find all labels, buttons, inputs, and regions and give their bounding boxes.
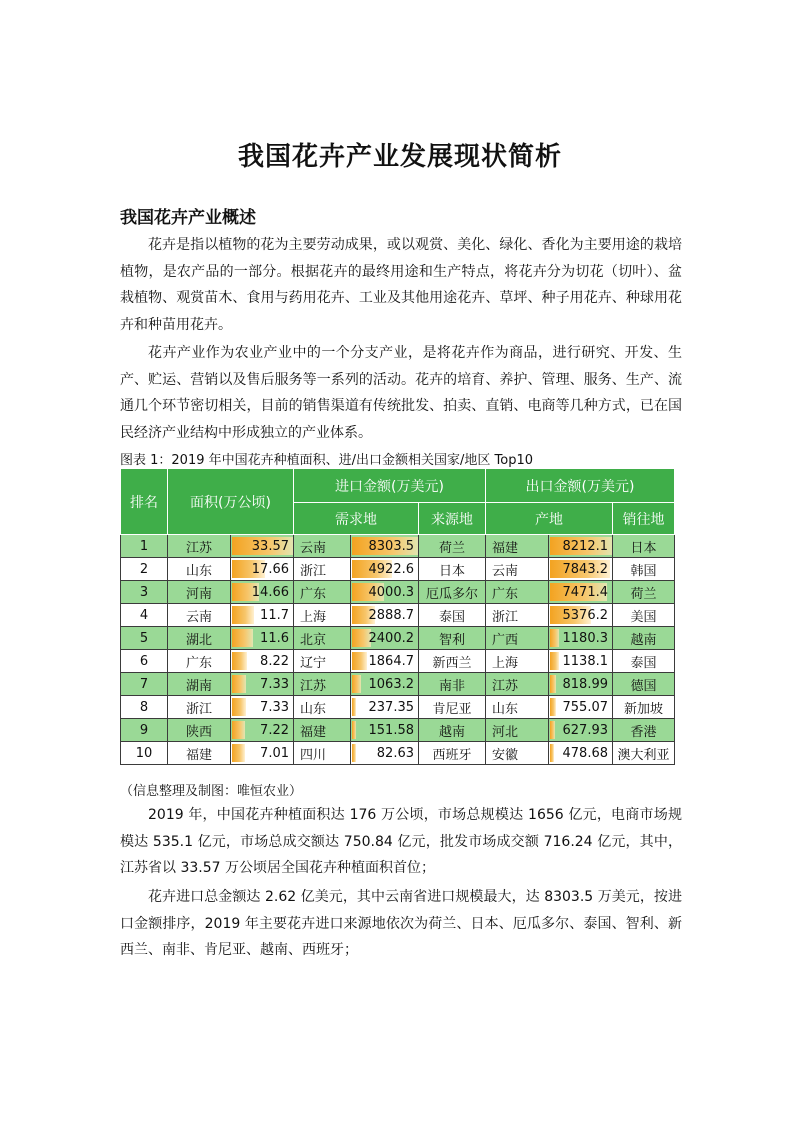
import-value-cell-value: 8303.5 <box>368 538 414 554</box>
area-value-cell-value: 7.33 <box>260 676 289 692</box>
origin-region-cell: 安徽 <box>486 742 549 765</box>
rank-cell: 4 <box>121 604 168 627</box>
export-value-cell-bar <box>550 744 554 762</box>
export-value-cell-value: 7471.4 <box>562 584 609 600</box>
origin-region-cell: 广东 <box>486 581 549 604</box>
origin-region-cell: 山东 <box>486 696 549 719</box>
origin-region-cell: 云南 <box>486 558 549 581</box>
import-value-cell <box>351 535 419 558</box>
table-row <box>121 673 675 696</box>
demand-region-cell: 浙江 <box>294 558 351 581</box>
import-value-cell-value: 4000.3 <box>368 584 414 600</box>
source-country-cell: 智利 <box>419 627 486 650</box>
area-value-cell-value: 11.6 <box>260 630 289 646</box>
destination-cell: 德国 <box>613 673 675 696</box>
import-value-cell <box>351 696 419 719</box>
flower-industry-table <box>120 468 675 765</box>
export-value-cell-bar <box>550 675 556 693</box>
import-value-cell <box>351 581 419 604</box>
export-value-cell <box>549 719 613 742</box>
origin-region-cell: 上海 <box>486 650 549 673</box>
paragraph-definition: 花卉是指以植物的花为主要劳动成果，或以观赏、美化、绿化、香化为主要用途的栽培植物，是农产品的一部分。根据花卉的最终用途和生产特点，将花卉分为切花（切叶）、盆栽植物、观赏苗木、食用与药用花卉、工业及其他用途花卉、草坪、种子用花卉、种球用花卉和种苗用花卉。 <box>120 237 682 333</box>
demand-region-cell: 辽宁 <box>294 650 351 673</box>
section-heading: 我国花卉产业概述 <box>120 208 256 228</box>
area-value-cell-bar <box>232 744 245 762</box>
export-value-cell-value: 1180.3 <box>562 630 609 646</box>
import-value-cell-value: 4922.6 <box>368 561 414 577</box>
header-origin: 产地 <box>486 503 613 535</box>
demand-region-cell: 北京 <box>294 627 351 650</box>
area-region-cell: 浙江 <box>168 696 231 719</box>
area-value-cell <box>231 558 294 581</box>
area-value-cell <box>231 535 294 558</box>
source-note: （信息整理及制图：唯恒农业） <box>120 784 303 799</box>
export-value-cell <box>549 696 613 719</box>
table-row <box>121 627 675 650</box>
source-country-cell: 越南 <box>419 719 486 742</box>
table-row <box>121 581 675 604</box>
destination-cell: 荷兰 <box>613 581 675 604</box>
header-demand: 需求地 <box>294 503 419 535</box>
import-value-cell-bar <box>352 698 356 716</box>
paragraph-area-stats: 2019 年，中国花卉种植面积达 176 万公顷，市场总规模达 1656 亿元，电商市场规模达 535.1 亿元，市场总成交额达 750.84 亿元，批发市场成交额 716.24 亿元，其中，江苏省以 33.57 万公顷居全国花卉种植面积首位； <box>120 807 682 876</box>
import-value-cell-value: 237.35 <box>368 699 414 715</box>
import-value-cell-value: 2888.7 <box>368 607 414 623</box>
export-value-cell-value: 8212.1 <box>562 538 609 554</box>
destination-cell: 越南 <box>613 627 675 650</box>
destination-cell: 新加坡 <box>613 696 675 719</box>
source-country-cell: 厄瓜多尔 <box>419 581 486 604</box>
area-value-cell <box>231 627 294 650</box>
export-value-cell <box>549 535 613 558</box>
area-value-cell-bar <box>232 652 247 670</box>
rank-cell: 6 <box>121 650 168 673</box>
source-country-cell: 荷兰 <box>419 535 486 558</box>
paragraph-import-stats: 花卉进口总金额达 2.62 亿美元，其中云南省进口规模最大，达 8303.5 万美元，按进口金额排序，2019 年主要花卉进口来源地依次为荷兰、日本、厄瓜多尔、泰国、智利、新西兰、南非、肯尼亚、越南、西班牙； <box>120 889 682 958</box>
area-value-cell-bar <box>232 721 245 739</box>
destination-cell: 韩国 <box>613 558 675 581</box>
demand-region-cell: 广东 <box>294 581 351 604</box>
source-country-cell: 南非 <box>419 673 486 696</box>
rank-cell: 9 <box>121 719 168 742</box>
table-row <box>121 604 675 627</box>
table-row <box>121 742 675 765</box>
export-value-cell <box>549 581 613 604</box>
origin-region-cell: 广西 <box>486 627 549 650</box>
import-value-cell-value: 151.58 <box>368 722 414 738</box>
rank-cell: 7 <box>121 673 168 696</box>
area-region-cell: 河南 <box>168 581 231 604</box>
import-value-cell-bar <box>352 675 361 693</box>
area-value-cell-bar <box>232 675 246 693</box>
export-value-cell <box>549 604 613 627</box>
area-region-cell: 陕西 <box>168 719 231 742</box>
area-value-cell <box>231 719 294 742</box>
import-value-cell-value: 1864.7 <box>368 653 414 669</box>
area-value-cell-value: 7.22 <box>260 722 289 738</box>
import-value-cell-value: 2400.2 <box>368 630 414 646</box>
destination-cell: 美国 <box>613 604 675 627</box>
export-value-cell-value: 7843.2 <box>562 561 609 577</box>
area-region-cell: 湖南 <box>168 673 231 696</box>
import-value-cell <box>351 650 419 673</box>
source-country-cell: 日本 <box>419 558 486 581</box>
import-value-cell <box>351 673 419 696</box>
demand-region-cell: 江苏 <box>294 673 351 696</box>
rank-cell: 1 <box>121 535 168 558</box>
rank-cell: 8 <box>121 696 168 719</box>
import-value-cell <box>351 719 419 742</box>
area-value-cell-value: 14.66 <box>251 584 289 600</box>
area-region-cell: 山东 <box>168 558 231 581</box>
export-value-cell-value: 5376.2 <box>562 607 609 623</box>
area-value-cell-bar <box>232 698 246 716</box>
area-value-cell <box>231 650 294 673</box>
source-country-cell: 西班牙 <box>419 742 486 765</box>
area-region-cell: 江苏 <box>168 535 231 558</box>
table-row <box>121 558 675 581</box>
rank-cell: 3 <box>121 581 168 604</box>
demand-region-cell: 山东 <box>294 696 351 719</box>
destination-cell: 日本 <box>613 535 675 558</box>
area-region-cell: 福建 <box>168 742 231 765</box>
export-value-cell <box>549 650 613 673</box>
area-value-cell <box>231 696 294 719</box>
header-export: 出口金额(万美元) <box>486 469 675 503</box>
area-region-cell: 湖北 <box>168 627 231 650</box>
area-value-cell-bar <box>232 606 254 624</box>
import-value-cell-value: 82.63 <box>376 745 414 761</box>
origin-region-cell: 江苏 <box>486 673 549 696</box>
area-value-cell-value: 8.22 <box>260 653 289 669</box>
area-value-cell-value: 17.66 <box>251 561 289 577</box>
import-value-cell-bar <box>352 652 367 670</box>
export-value-cell-value: 1138.1 <box>562 653 609 669</box>
export-value-cell-bar <box>550 698 556 716</box>
source-country-cell: 泰国 <box>419 604 486 627</box>
origin-region-cell: 河北 <box>486 719 549 742</box>
origin-region-cell: 浙江 <box>486 604 549 627</box>
page-title: 我国花卉产业发展现状简析 <box>237 142 562 172</box>
table-row <box>121 719 675 742</box>
destination-cell: 香港 <box>613 719 675 742</box>
rank-cell: 5 <box>121 627 168 650</box>
header-destination: 销往地 <box>613 503 675 535</box>
export-value-cell <box>549 627 613 650</box>
export-value-cell-value: 627.93 <box>562 722 609 738</box>
table-row <box>121 650 675 673</box>
rank-cell: 2 <box>121 558 168 581</box>
origin-region-cell: 福建 <box>486 535 549 558</box>
export-value-cell-value: 755.07 <box>562 699 609 715</box>
area-value-cell <box>231 742 294 765</box>
export-value-cell-bar <box>550 652 559 670</box>
area-value-cell-value: 33.57 <box>251 538 289 554</box>
area-value-cell <box>231 581 294 604</box>
import-value-cell <box>351 558 419 581</box>
area-region-cell: 云南 <box>168 604 231 627</box>
source-country-cell: 新西兰 <box>419 650 486 673</box>
area-value-cell <box>231 604 294 627</box>
export-value-cell <box>549 558 613 581</box>
import-value-cell-bar <box>352 721 356 739</box>
import-value-cell-bar <box>352 744 356 762</box>
header-source: 来源地 <box>419 503 486 535</box>
import-value-cell <box>351 742 419 765</box>
table-row <box>121 535 675 558</box>
export-value-cell-value: 818.99 <box>562 676 609 692</box>
destination-cell: 澳大利亚 <box>613 742 675 765</box>
area-value-cell-bar <box>232 629 253 647</box>
table-caption: 图表 1：2019 年中国花卉种植面积、进/出口金额相关国家/地区 Top10 <box>120 453 533 468</box>
demand-region-cell: 云南 <box>294 535 351 558</box>
header-area: 面积(万公顷) <box>168 469 294 535</box>
area-value-cell-value: 7.01 <box>260 745 289 761</box>
import-value-cell-value: 1063.2 <box>368 676 414 692</box>
area-value-cell <box>231 673 294 696</box>
area-value-cell-value: 11.7 <box>260 607 289 623</box>
area-value-cell-value: 7.33 <box>260 699 289 715</box>
area-region-cell: 广东 <box>168 650 231 673</box>
export-value-cell-value: 478.68 <box>562 745 609 761</box>
demand-region-cell: 上海 <box>294 604 351 627</box>
header-rank: 排名 <box>121 469 168 535</box>
export-value-cell <box>549 673 613 696</box>
demand-region-cell: 四川 <box>294 742 351 765</box>
destination-cell: 泰国 <box>613 650 675 673</box>
table-row <box>121 696 675 719</box>
header-import: 进口金额(万美元) <box>294 469 486 503</box>
rank-cell: 10 <box>121 742 168 765</box>
export-value-cell-bar <box>550 629 559 647</box>
source-country-cell: 肯尼亚 <box>419 696 486 719</box>
table-body <box>121 535 675 765</box>
export-value-cell <box>549 742 613 765</box>
paragraph-industry: 花卉产业作为农业产业中的一个分支产业，是将花卉作为商品，进行研究、开发、生产、贮运、营销以及售后服务等一系列的活动。花卉的培育、养护、管理、服务、生产、流通几个环节密切相关，目前的销售渠道有传统批发、拍卖、直销、电商等几种方式，已在国民经济产业结构中形成独立的产业体系。 <box>120 345 682 441</box>
import-value-cell <box>351 627 419 650</box>
export-value-cell-bar <box>550 721 555 739</box>
demand-region-cell: 福建 <box>294 719 351 742</box>
import-value-cell <box>351 604 419 627</box>
